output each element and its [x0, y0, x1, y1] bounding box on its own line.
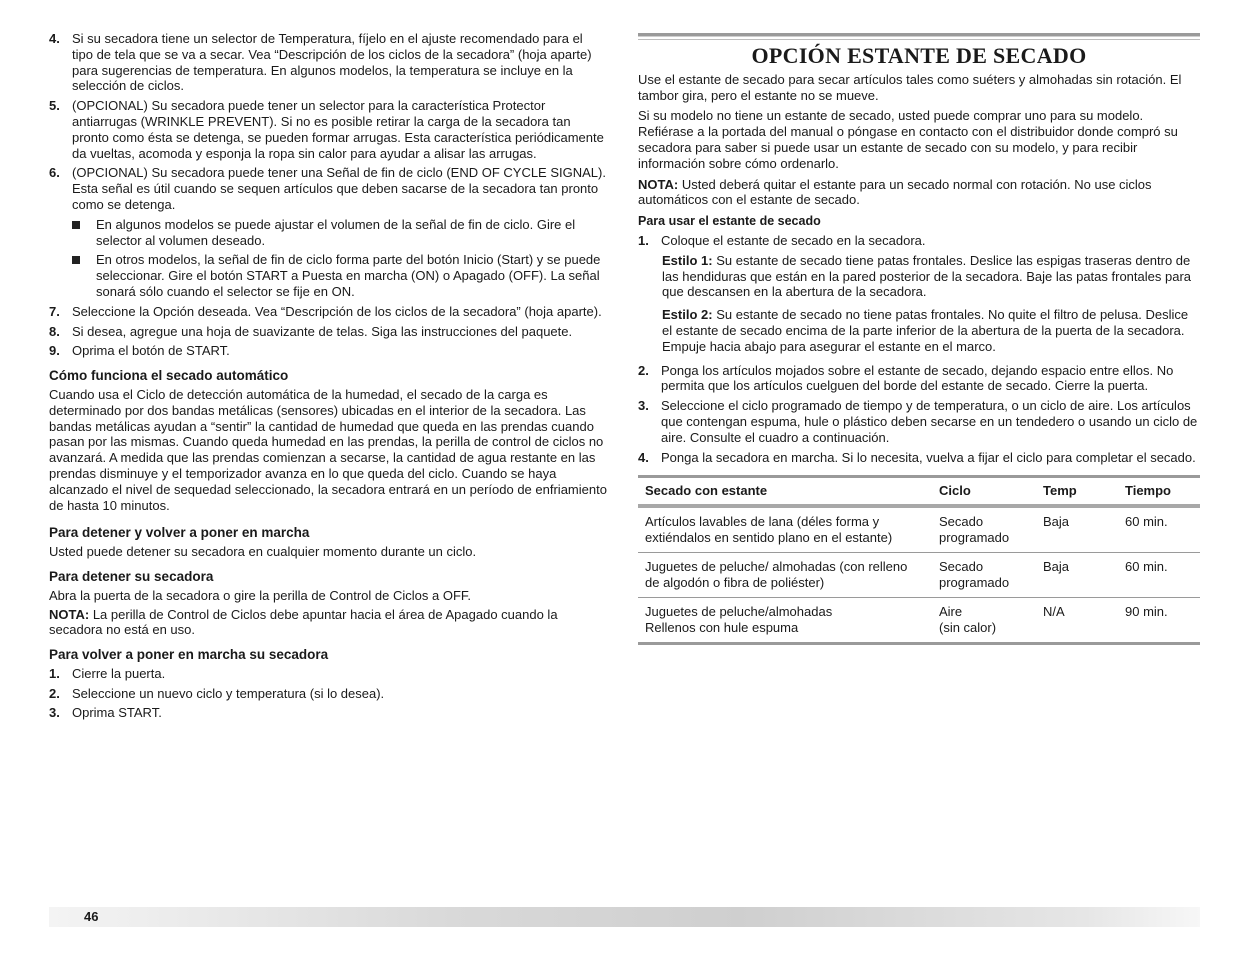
- list-item: [49, 705, 607, 721]
- style-1-label: Estilo 1:: [662, 252, 713, 268]
- list-item: [49, 324, 607, 340]
- table-cell-cycle: [932, 598, 1036, 644]
- step-text: Seleccione la Opción deseada. Vea “Descripción de los ciclos de la secadora” (hoja aparte).: [72, 303, 602, 319]
- style-1-text: Su estante de secado tiene patas frontales. Deslice las espigas traseras dentro de las hendiduras que están en la pared posterior de la secadora. Baje las patas frontales para que descansen en la abertura de la secadora.: [662, 252, 1192, 300]
- table-cell-time: 60 min.: [1118, 553, 1200, 598]
- square-bullet-icon: [72, 221, 80, 229]
- rack-note: [638, 177, 1200, 209]
- style-1-block: [638, 253, 1200, 300]
- table-cell-item: [638, 598, 932, 644]
- list-item: [49, 31, 607, 94]
- step-number: 9.: [49, 343, 60, 359]
- title-rule: [638, 33, 1200, 37]
- bullet-item: [72, 252, 607, 299]
- auto-dry-text: Cuando usa el Ciclo de detección automática de la humedad, el secado de la carga es determinado por dos bandas metálicas (sensores) ubicadas en el interior de la secadora. Las bandas metálicas ayudan a “sentir” la cantidad de humedad que queda en las prendas cuando pasan por las mismas. Cuando queda humedad en las prendas, la perilla de control de ciclos no avanzará. A medida que las prendas comienzan a secarse, la cantidad de agua restante en las prendas disminuye y el temporizador avanza en lo que queda del ciclo. Cuando se haya alcanzado el nivel de sequedad seleccionado, la secadora entrará en un período de enfriamiento de hasta 10 minutos.: [49, 386, 607, 513]
- cell-text: Aire: [939, 604, 963, 620]
- list-item: [49, 686, 607, 702]
- step-text: Ponga los artículos mojados sobre el estante de secado, dejando espacio entre ellos. No permita que los artículos cuelguen del borde del estante de secado. Cierre la puerta.: [661, 362, 1174, 394]
- intro-paragraph: Si su modelo no tiene un estante de secado, usted puede comprar uno para su modelo. Refiérase a la portada del manual o póngase en contacto con el distribuidor donde compró su secadora para saber si puede usar un estante de secado con su modelo, y para recibir información sobre cómo ordenarlo.: [638, 108, 1178, 171]
- step-number: 1.: [638, 232, 649, 248]
- cell-text: programado: [939, 574, 1010, 590]
- table-cell-temp: Baja: [1036, 506, 1118, 553]
- table-row: [638, 506, 1200, 553]
- list-item: [638, 233, 1200, 249]
- stop-heading: Para detener su secadora: [49, 568, 214, 584]
- step-number: 5.: [49, 98, 60, 114]
- cell-text: (sin calor): [939, 619, 997, 635]
- table-row: [638, 598, 1200, 644]
- table-cell-cycle: [932, 506, 1036, 553]
- step-number: 4.: [638, 449, 649, 465]
- left-column: [49, 31, 607, 725]
- title-rule-thin: [638, 39, 1200, 40]
- list-item: [638, 363, 1200, 395]
- table-cell-item: [638, 506, 932, 553]
- step-text: Ponga la secadora en marcha. Si lo necesita, vuelva a fijar el ciclo para completar el secado.: [661, 449, 1196, 465]
- step-text: Oprima START.: [72, 705, 162, 721]
- cell-text: Secado: [939, 559, 984, 575]
- restart-heading: Para volver a poner en marcha su secadora: [49, 647, 329, 663]
- stop-restart-heading: Para detener y volver a poner en marcha: [49, 525, 310, 541]
- table-cell-temp: N/A: [1036, 598, 1118, 644]
- step-number: 2.: [49, 685, 60, 701]
- bullet-text: En otros modelos, la señal de fin de ciclo forma parte del botón Inicio (Start) y se puede seleccionar. Gire el botón START a Puesta en marcha (ON) o Apagado (OFF). La señal sonará sólo cuando el selector se fije en ON.: [96, 252, 601, 299]
- list-item: [638, 450, 1200, 466]
- table-cell-cycle: [932, 553, 1036, 598]
- step-number: 1.: [49, 665, 60, 681]
- step-number: 4.: [49, 31, 60, 46]
- table-header: Temp: [1036, 477, 1118, 506]
- cell-text: Artículos lavables de lana (déles forma y: [645, 514, 880, 530]
- style-2-block: [638, 307, 1200, 354]
- table-header: Ciclo: [932, 477, 1036, 506]
- step-text: Si desea, agregue una hoja de suavizante de telas. Siga las instrucciones del paquete.: [72, 323, 573, 339]
- stop-text: Abra la puerta de la secadora o gire la perilla de Control de Ciclos a OFF.: [49, 587, 471, 603]
- bullet-text: En algunos modelos se puede ajustar el volumen de la señal de fin de ciclo. Gire el selector al volumen deseado.: [96, 216, 576, 248]
- bullet-item: [72, 217, 607, 249]
- intro-paragraph: Use el estante de secado para secar artículos tales como suéters y almohadas sin rotación. El tambor gira, pero el estante no se mueve.: [638, 71, 1182, 103]
- table-cell-temp: Baja: [1036, 553, 1118, 598]
- list-item: [49, 666, 607, 682]
- step-text: Cierre la puerta.: [72, 665, 166, 681]
- table-row: [638, 553, 1200, 598]
- step-text: Seleccione un nuevo ciclo y temperatura (si lo desea).: [72, 685, 385, 701]
- table-header-row: [638, 477, 1200, 506]
- page-number: 46: [84, 909, 99, 924]
- table-cell-time: 90 min.: [1118, 598, 1200, 644]
- section-title: OPCIÓN ESTANTE DE SECADO: [751, 43, 1087, 68]
- auto-dry-heading: Cómo funciona el secado automático: [49, 368, 289, 384]
- cell-text: programado: [939, 529, 1010, 545]
- cell-text: extiéndalos en sentido plano en el estante): [645, 529, 893, 545]
- table-cell-time: 60 min.: [1118, 506, 1200, 553]
- drying-rack-table: [638, 475, 1200, 645]
- step-text: Coloque el estante de secado en la secadora.: [661, 232, 926, 248]
- step-number: 2.: [638, 362, 649, 378]
- cell-text: Secado: [939, 514, 984, 530]
- table-header: Tiempo: [1118, 477, 1200, 506]
- list-item: [49, 343, 607, 359]
- step-number: 7.: [49, 303, 60, 319]
- step-text: Seleccione el ciclo programado de tiempo y de temperatura, o un ciclo de aire. Los artículos que contengan espuma, hule o plástico deben secarse en un tendedero o usando un ciclo de aire. Consulte el cuadro a continuación.: [661, 398, 1198, 445]
- table-header: Secado con estante: [638, 477, 932, 506]
- list-item: [638, 398, 1200, 445]
- cell-text: de algodón o fibra de poliéster): [645, 574, 825, 590]
- cell-text: Rellenos con hule espuma: [645, 619, 799, 635]
- cell-text: Juguetes de peluche/almohadas: [645, 604, 833, 620]
- table-cell-item: [638, 553, 932, 598]
- stop-note-text: La perilla de Control de Ciclos debe apuntar hacia el área de Apagado cuando la secadora no está en uso.: [49, 606, 558, 638]
- step-number: 3.: [49, 705, 60, 721]
- square-bullet-icon: [72, 256, 80, 264]
- step-text: Si su secadora tiene un selector de Temperatura, fíjelo en el ajuste recomendado para el tipo de tela que se va a secar. Vea “Descripción de los ciclos de la secadora” (hoja aparte) para sugerencias de temperatura. En algunos modelos, la temperatura se incluye en la selección de ciclos.: [72, 31, 592, 94]
- list-item: [49, 98, 607, 161]
- list-item: [49, 304, 607, 320]
- step-text: Oprima el botón de START.: [72, 343, 230, 359]
- list-item: [49, 165, 607, 212]
- right-column: [638, 33, 1200, 645]
- style-2-text: Su estante de secado no tiene patas frontales. No quite el filtro de pelusa. Deslice el estante de secado encima de la parte inferior de la abertura de la puerta de la secadora. Empuje hacia abajo para asegurar el estante en el marco.: [662, 307, 1189, 354]
- style-2-label: Estilo 2:: [662, 307, 713, 323]
- footer-bar: [49, 907, 1200, 927]
- usage-heading: Para usar el estante de secado: [638, 214, 821, 229]
- stop-restart-text: Usted puede detener su secadora en cualquier momento durante un ciclo.: [49, 544, 477, 560]
- rack-note-text: Usted deberá quitar el estante para un secado normal con rotación. No use ciclos automáticos con el estante de secado.: [638, 176, 1152, 208]
- step-number: 8.: [49, 323, 60, 339]
- step-number: 3.: [638, 398, 649, 414]
- stop-note: [49, 607, 607, 639]
- note-label: NOTA:: [49, 606, 90, 622]
- step-text: (OPCIONAL) Su secadora puede tener una Señal de fin de ciclo (END OF CYCLE SIGNAL). Esta señal es útil cuando se sequen artículos que deben sacarse de la secadora tan pronto como se detenga.: [72, 165, 606, 212]
- cell-text: Juguetes de peluche/ almohadas (con relleno: [645, 559, 908, 575]
- step-text: (OPCIONAL) Su secadora puede tener un selector para la característica Protector antiarrugas (WRINKLE PREVENT). Si no es posible retirar la carga de la secadora tan pronto como ésta se detenga, se pueden formar arrugas. Esta característica periódicamente da vueltas, acomoda y esponja la ropa sin calor para ayudar a alisar las arrugas.: [72, 98, 604, 161]
- note-label: NOTA:: [638, 176, 679, 192]
- step-number: 6.: [49, 165, 60, 181]
